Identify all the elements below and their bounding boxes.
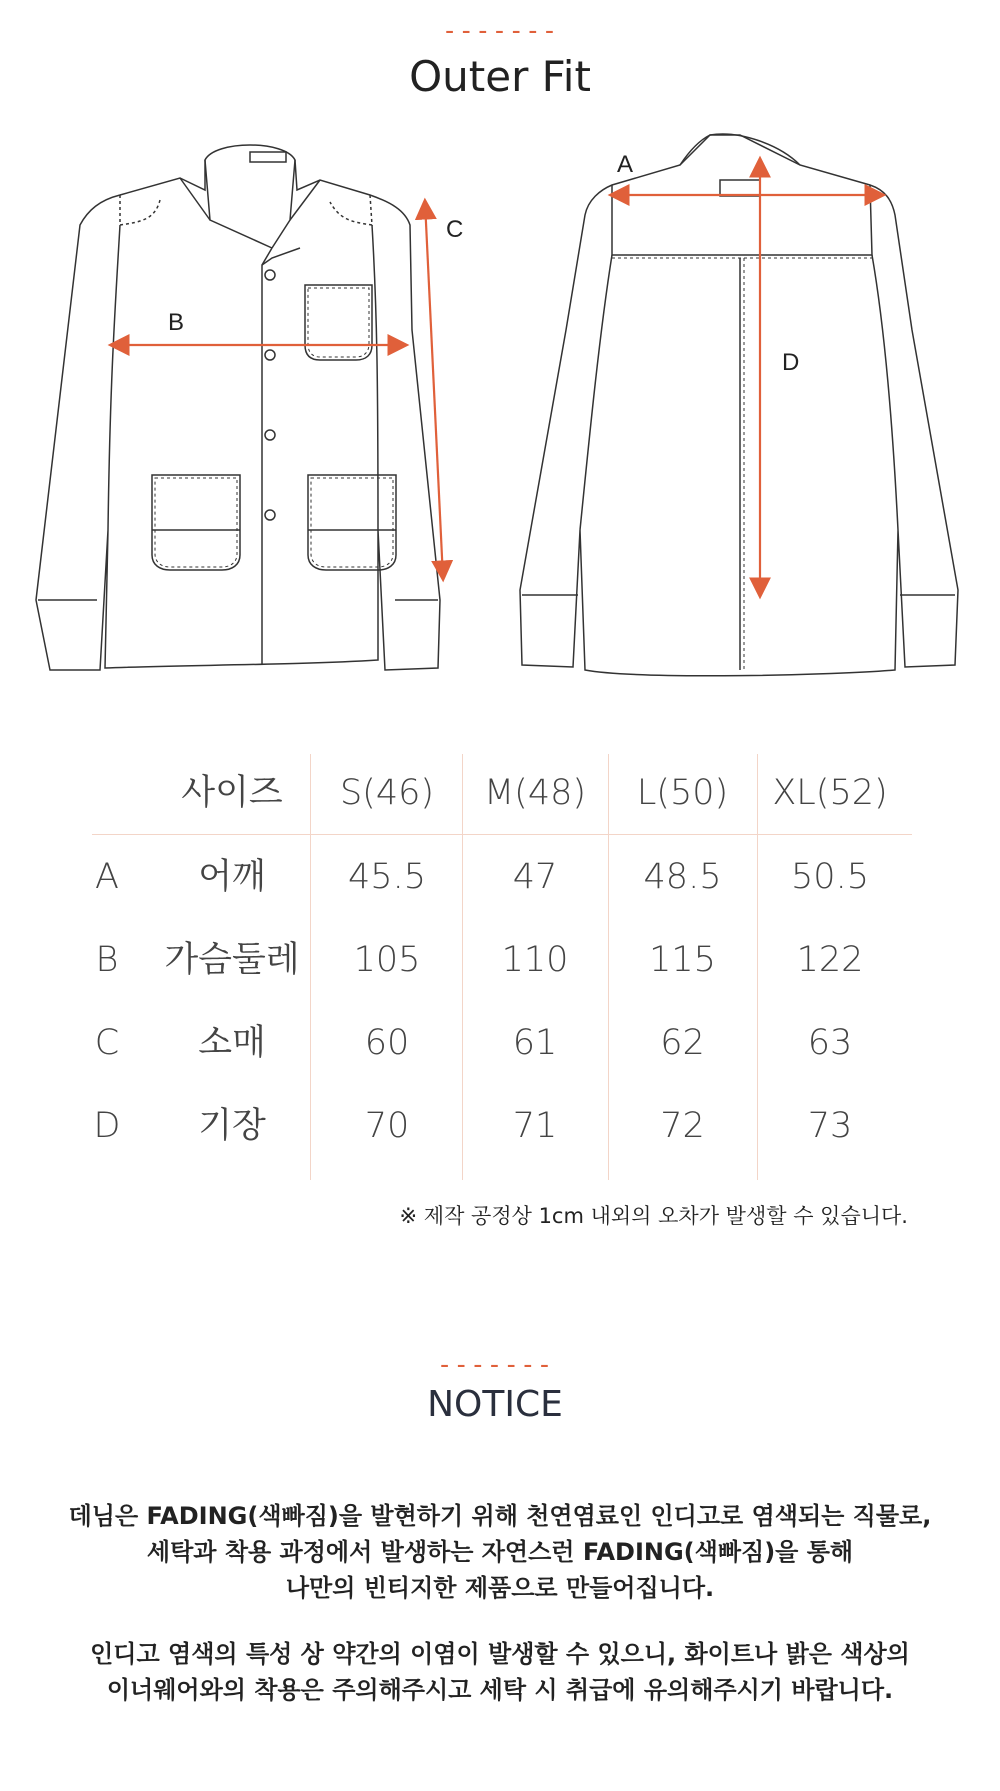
measure-line-c xyxy=(425,202,443,578)
table-row-code: A xyxy=(95,857,119,897)
table-cell: 50.5 xyxy=(791,857,869,897)
table-cell: 61 xyxy=(512,1023,558,1063)
size-table xyxy=(92,748,912,1180)
table-header-size: S(46) xyxy=(339,773,435,813)
table-row-name: 어깨 xyxy=(198,857,266,897)
table-cell: 70 xyxy=(364,1106,410,1146)
measure-label-b: B xyxy=(168,309,185,336)
table-cell: 63 xyxy=(807,1023,853,1063)
section-divider-dash: ------- xyxy=(441,16,559,46)
table-cell: 115 xyxy=(649,940,716,980)
table-row-name: 소매 xyxy=(198,1023,266,1063)
table-row-code: C xyxy=(94,1023,120,1063)
jacket-size-diagram xyxy=(0,130,1000,710)
notice-line: 이너웨어와의 착용은 주의해주시고 세탁 시 취급에 유의해주시기 바랍니다. xyxy=(106,1676,894,1704)
table-header-divider xyxy=(92,834,912,835)
table-cell: 62 xyxy=(660,1023,705,1063)
measure-label-c: C xyxy=(446,216,464,243)
table-cell: 105 xyxy=(353,940,421,980)
outer-fit-title: Outer Fit xyxy=(409,52,591,101)
notice-line: 나만의 빈티지한 제품으로 만들어집니다. xyxy=(285,1574,715,1602)
table-cell: 45.5 xyxy=(348,857,426,897)
table-header-size: L(50) xyxy=(636,773,729,813)
notice-paragraph-fading xyxy=(0,1498,1000,1606)
table-cell: 110 xyxy=(501,940,569,980)
table-cell: 73 xyxy=(807,1106,853,1146)
jacket-front-drawing xyxy=(36,145,440,670)
table-header-label: 사이즈 xyxy=(181,773,283,813)
table-row-code: B xyxy=(95,940,119,980)
table-header-size: XL(52) xyxy=(772,773,888,813)
table-row-name: 가슴둘레 xyxy=(164,940,300,980)
notice-paragraph-care xyxy=(0,1636,1000,1708)
table-cell: 60 xyxy=(364,1023,410,1063)
table-row-name: 기장 xyxy=(198,1106,266,1146)
table-cell: 48.5 xyxy=(643,857,722,897)
measurement-tolerance-note: ※ 제작 공정상 1cm 내외의 오차가 발생할 수 있습니다. xyxy=(399,1204,908,1228)
notice-line: 데님은 FADING(색빠짐)을 발현하기 위해 천연염료인 인디고로 염색되는 직물로, xyxy=(68,1502,932,1530)
measure-label-a: A xyxy=(617,151,634,178)
table-header-size: M(48) xyxy=(483,773,587,813)
section-divider-dash: ------- xyxy=(436,1350,554,1380)
jacket-back-drawing xyxy=(520,134,958,676)
table-cell: 72 xyxy=(660,1106,705,1146)
table-row-code: D xyxy=(93,1106,121,1146)
measure-label-d: D xyxy=(782,349,800,376)
table-cell: 47 xyxy=(512,857,558,897)
table-cell: 122 xyxy=(796,940,864,980)
notice-title: NOTICE xyxy=(427,1384,563,1425)
notice-line: 세탁과 착용 과정에서 발생하는 자연스런 FADING(색빠짐)을 통해 xyxy=(146,1538,854,1566)
notice-line: 인디고 염색의 특성 상 약간의 이염이 발생할 수 있으니, 화이트나 밝은 색상의 xyxy=(90,1640,910,1668)
table-cell: 71 xyxy=(512,1106,558,1146)
